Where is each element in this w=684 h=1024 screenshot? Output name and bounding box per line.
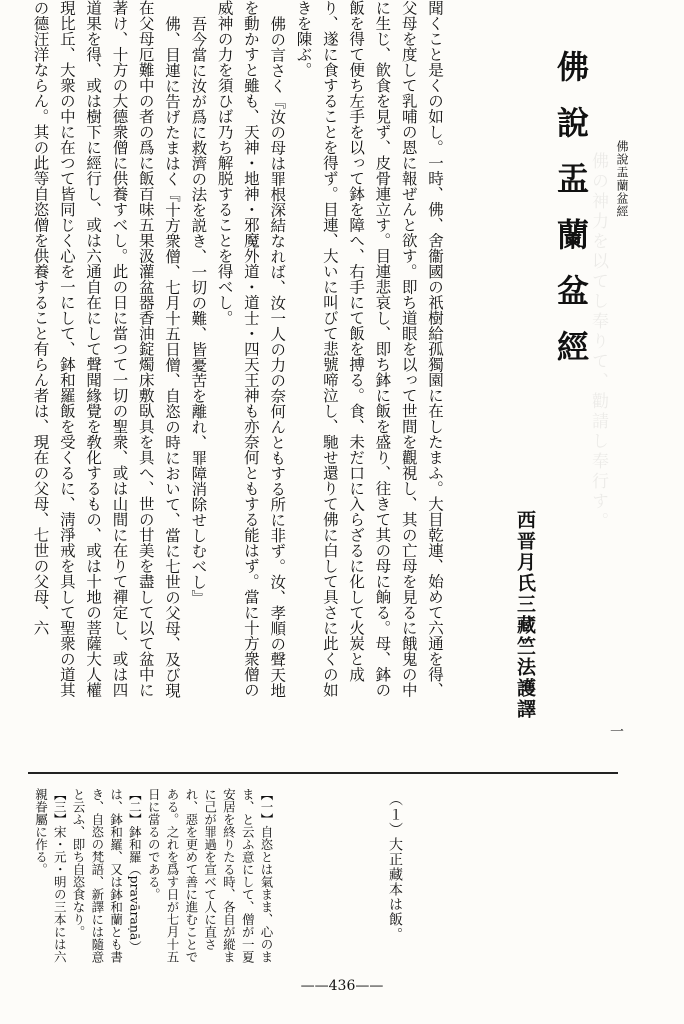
page-number-text: ——436—— xyxy=(300,978,384,994)
paragraph-4: 佛、目連に告げたまはく『十方衆僧、七月十五日僧、自恣の時において、當に七世の父母、及び現在父母厄難中の者の爲に飯百味五果汲灌盆器香油錠燭床敷臥具を具へ、世の甘美を盡して以て盆中に著け、十方の大德衆僧に供養すべし。此の日に當つて一切の聖衆、或は山間に在りて禪定し、或は四道果を得、或は樹下に經行し、或は六通自在にして聲聞緣覺を敎化するもの、或は十地の菩薩大人權現比丘、大衆の中に在つて皆同じく心を一にして、鉢和羅飯を受くるに、淸淨戒を具して聖衆の道其の德汪洋ならん。其の此等自恣僧を供養すること有らん者は、現在の父母、七世の父母、六 xyxy=(31,0,182,698)
note-2: 【二】鉢和羅（pravāraṇā）は、鉢和羅、又は鉢和蘭とも書き、自恣の梵語、新譯には隨意と云ふ、即ち自恣食なり。 xyxy=(71,788,143,963)
annotations xyxy=(33,788,275,973)
running-header: 佛說盂蘭盆經 xyxy=(615,140,629,218)
textual-footnote: （１）大正藏本は飯。 xyxy=(387,792,403,942)
page-number xyxy=(0,978,684,994)
show-through-text: 佛の神力を以てし奉りて、勸請し奉行す。 xyxy=(588,152,608,532)
paragraph-3: 吾今當に汝が爲に救濟の法を説き、一切の難、皆憂苦を離れ、罪障消除せしむべし』 xyxy=(189,15,208,605)
footnote-divider xyxy=(28,772,618,774)
sutra-title: 佛說盂蘭盆經 xyxy=(552,50,590,386)
note-3: 【三】宋・元・明の三本には六親眷屬に作る。 xyxy=(33,788,68,963)
paragraph-1: 聞くこと是くの如し。一時、佛、舍衞國の祇樹給孤獨園に在したまふ。大目乾連、始めて六通を得、父母を度して乳哺の恩に報ぜんと欲す。即ち道眼を以って世間を觀視し、其の亡母を見るに餓鬼の中に生じ、飮食を見ず、皮骨連立す。目連悲哀し、即ち鉢に飯を盛り、往きて其の母に餉る。母、鉢の飯を得て便ち左手を以って鉢を障へ、右手にて飯を搏る。食、未だ口に入らざるに化して火炭と成り、遂に食することを得ず。目連、大いに叫びて悲號啼泣し、馳せ還りて佛に白して具さに此くの如きを陳ぶ。 xyxy=(294,0,444,698)
paragraph-2: 佛の言さく『汝の母は罪根深結なれば、汝一人の力の奈何んともする所に非ず。汝、孝順の聲天地を動かすと雖も、天神・地神・邪魔外道・道士・四天王神も亦奈何ともする能はず。當に十方衆僧の威神の力を須ひば乃ち解脱することを得べし。 xyxy=(215,0,287,698)
page-mark: 一 xyxy=(608,724,624,738)
main-text xyxy=(0,0,448,706)
note-1: 【一】自恣とは氣まま、心のまま、と云ふ意にして、僧が一夏安居を終りたる時、各自が縱まに己が罪過を宣べて人に直され、惡を更めて善に進むことである。之れを爲す日が七月十五日に當るのである。 xyxy=(146,788,274,963)
translator-line: 西晋月氏三藏竺法護譯 xyxy=(514,510,536,720)
